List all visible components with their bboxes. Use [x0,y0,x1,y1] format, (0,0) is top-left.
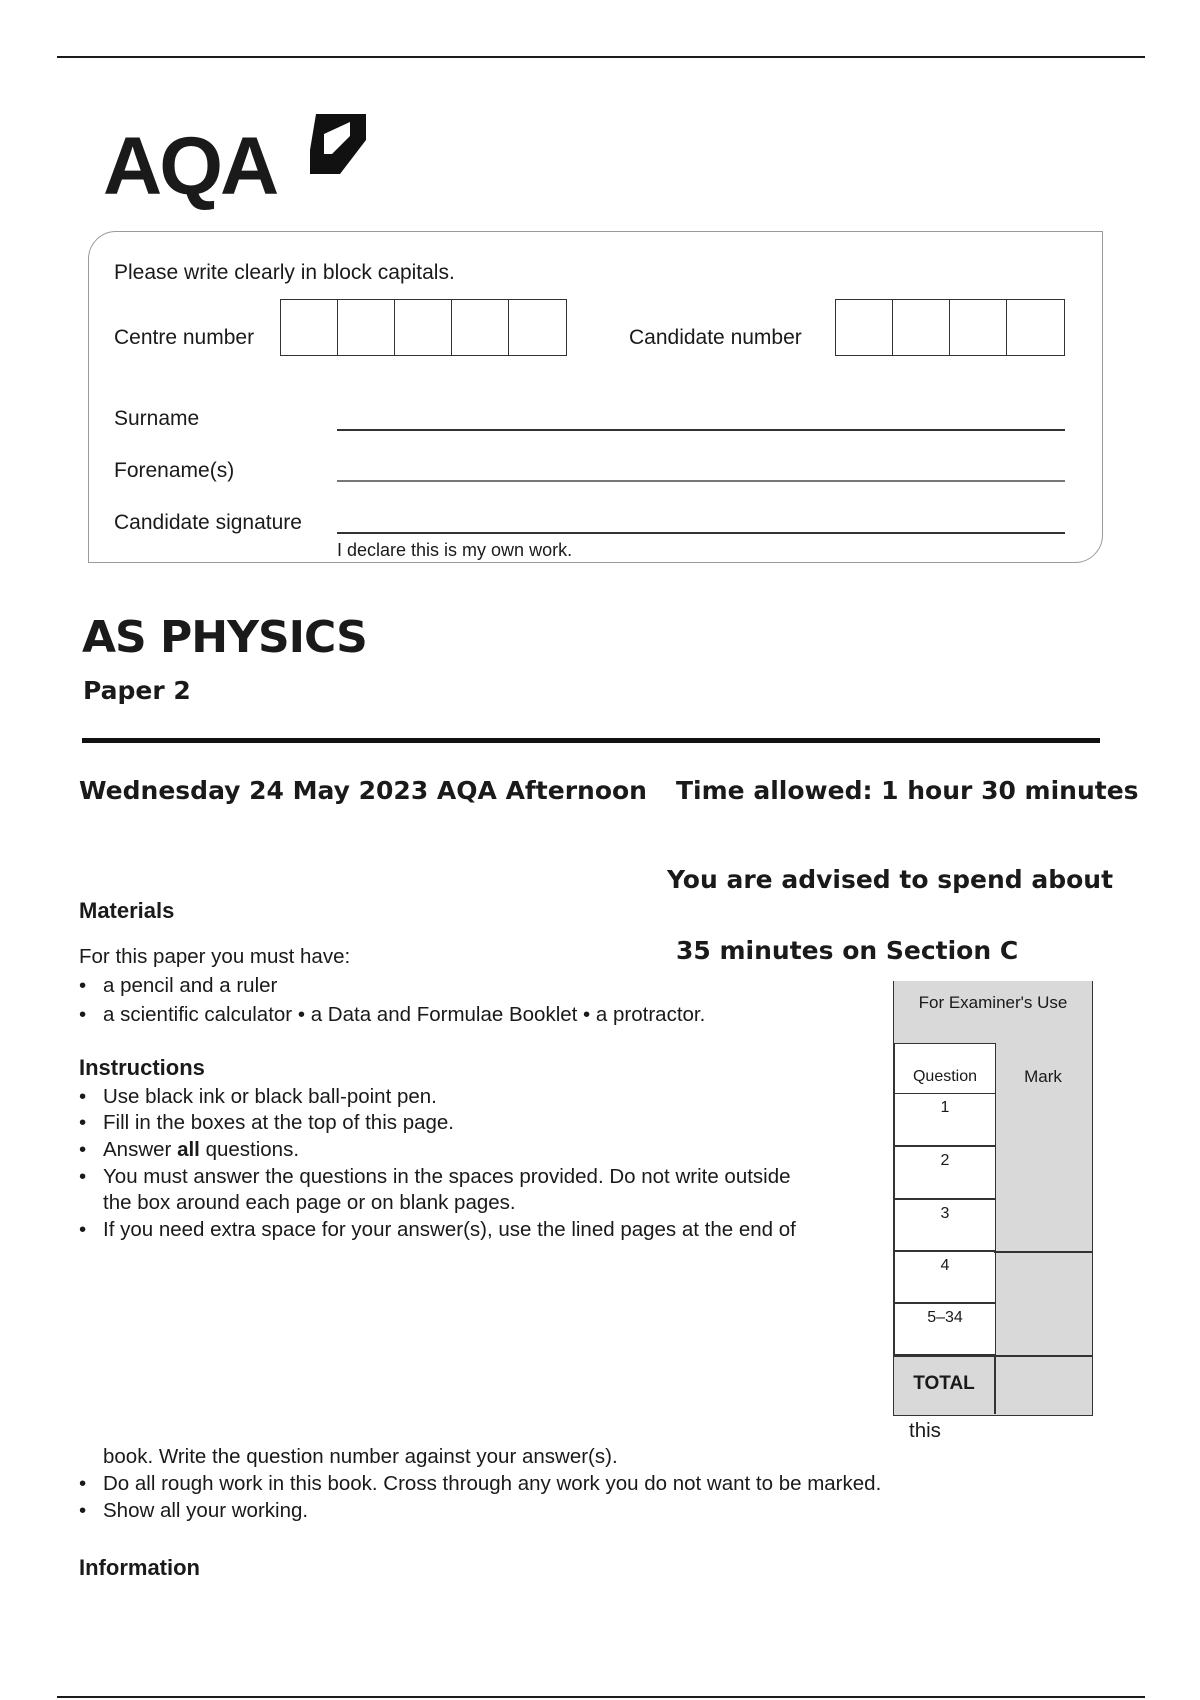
surname-label: Surname [114,407,200,430]
declaration-text: I declare this is my own work. [337,540,573,560]
instruction-item-continued: this [909,1419,941,1442]
question-number-cell: 3 [894,1199,996,1251]
mark-column-header: Mark [1024,1067,1062,1086]
examiner-use-table [893,981,1093,1416]
question-number-cell: 1 [894,1093,996,1146]
surname-line[interactable] [337,429,1065,431]
instruction-item: Use black ink or black ball-point pen. [103,1085,437,1108]
instruction-item: You must answer the questions in the spaces provided. Do not write outside [103,1165,791,1188]
centre-digit-box[interactable] [452,300,509,355]
bullet: • [79,1499,87,1522]
paper-subtitle: Paper 2 [83,676,191,705]
candidate-number-boxes[interactable] [835,299,1065,356]
instructions-heading: Instructions [79,1055,205,1080]
bullet: • [79,1165,87,1188]
forename-label: Forename(s) [114,459,235,482]
centre-digit-box[interactable] [281,300,338,355]
logo-text: AQA [103,121,277,212]
instruction-item: Fill in the boxes at the top of this page. [103,1111,454,1134]
materials-intro: For this paper you must have: [79,945,351,968]
bottom-rule [57,1696,1145,1698]
bullet: • [79,1218,87,1241]
table-divider [994,1355,996,1414]
materials-heading: Materials [79,898,175,923]
signature-line[interactable] [337,532,1065,534]
block-capitals-instruction: Please write clearly in block capitals. [114,261,455,284]
candidate-details-box [88,231,1103,563]
instruction-item: If you need extra space for your answer(s), use the lined pages at the end of [103,1218,796,1241]
instruction-item-continued: the box around each page or on blank pages. [103,1191,516,1214]
signature-label: Candidate signature [114,511,302,534]
forename-line[interactable] [337,480,1065,482]
question-number-cell: 2 [894,1146,996,1199]
paper-title: AS PHYSICS [82,612,367,663]
materials-item: a pencil and a ruler [103,974,278,997]
centre-number-label: Centre number [114,326,255,349]
bullet: • [79,1111,87,1134]
answer-suffix: questions. [205,1138,300,1161]
time-allowed: Time allowed: 1 hour 30 minutes [676,776,1139,805]
bullet: • [79,1472,87,1495]
question-number-cell: 4 [894,1251,996,1303]
candidate-digit-box[interactable] [950,300,1007,355]
bullet: • [79,1138,87,1161]
instruction-item-continued: book. Write the question number against your answer(s). [103,1445,618,1468]
advice-line-1: You are advised to spend about [667,865,1114,894]
centre-digit-box[interactable] [509,300,566,355]
candidate-number-label: Candidate number [629,326,802,349]
candidate-digit-box[interactable] [1007,300,1064,355]
bullet: • [79,1003,87,1026]
aqa-logo [103,108,373,212]
instruction-item-answer-all [103,1138,299,1162]
materials-item: a scientific calculator • a Data and Formulae Booklet • a protractor. [103,1003,706,1026]
advice-line-2: 35 minutes on Section C [676,936,1019,965]
instruction-item: Do all rough work in this book. Cross through any work you do not want to be marked. [103,1472,882,1495]
information-heading: Information [79,1555,200,1580]
candidate-digit-box[interactable] [836,300,893,355]
aqa-logo-mark-icon [310,114,366,174]
bullet: • [79,974,87,997]
bullet: • [79,1085,87,1108]
centre-digit-box[interactable] [338,300,395,355]
table-divider [994,1251,1092,1253]
title-divider [82,738,1100,743]
centre-digit-box[interactable] [395,300,452,355]
examiner-table-title: For Examiner's Use [918,993,1068,1012]
candidate-digit-box[interactable] [893,300,950,355]
table-divider [894,1355,1092,1357]
exam-date: Wednesday 24 May 2023 AQA Afternoon [79,776,647,805]
question-column-header: Question [894,1043,996,1095]
answer-prefix: Answer [103,1138,172,1161]
answer-bold-word: all [177,1138,200,1161]
instruction-item: Show all your working. [103,1499,309,1522]
question-number-cell: 5–34 [894,1303,996,1355]
top-rule [57,56,1145,58]
centre-number-boxes[interactable] [280,299,567,356]
total-label: TOTAL [913,1373,975,1394]
